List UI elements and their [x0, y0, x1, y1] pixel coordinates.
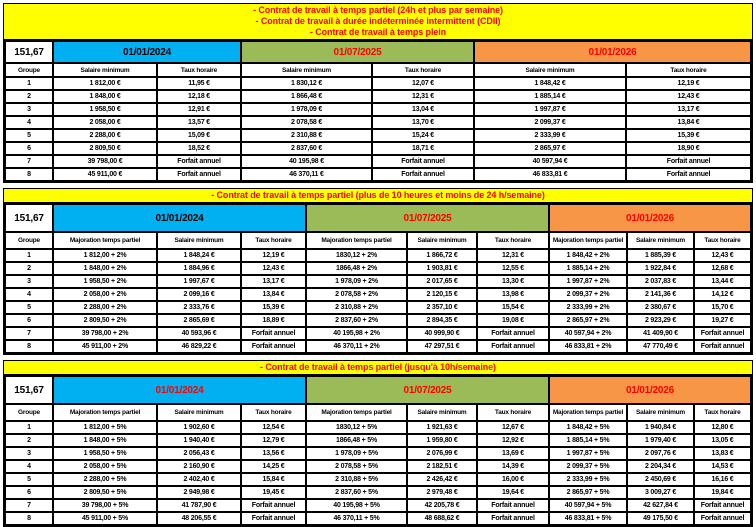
value-cell: 40 195,98 €: [241, 155, 372, 168]
value-cell: 12,79 €: [241, 434, 306, 447]
value-cell: 15,24 €: [372, 129, 474, 142]
value-cell: 12,43 €: [626, 90, 751, 103]
value-cell: 1 979,40 €: [627, 434, 694, 447]
value-cell: 2 099,37 + 5%: [549, 460, 627, 473]
value-cell: 14,25 €: [241, 460, 306, 473]
period-header-row: [5, 376, 751, 404]
contract-table-jusqua-10h: [3, 360, 753, 527]
value-cell: 12,43 €: [694, 249, 751, 262]
column-header: Taux horaire: [694, 404, 751, 421]
group-number-cell: 3: [5, 103, 53, 116]
value-cell: Forfait annuel: [626, 155, 751, 168]
value-cell: 46 370,11 €: [241, 168, 372, 181]
contract-table-temps-plein: [3, 3, 753, 183]
group-number-cell: 5: [5, 129, 53, 142]
value-cell: 2 076,99 €: [407, 447, 477, 460]
column-header: Taux horaire: [694, 232, 751, 249]
value-cell: 15,70 €: [694, 301, 751, 314]
value-cell: 14,12 €: [694, 288, 751, 301]
value-cell: Forfait annuel: [157, 168, 241, 181]
column-header: Majoration temps partiel: [549, 404, 627, 421]
period-header-2026: 01/01/2026: [474, 41, 751, 63]
table-row: [5, 116, 751, 129]
table-row: [5, 77, 751, 90]
column-header-row: [5, 404, 751, 421]
value-cell: 2 809,50 €: [53, 142, 157, 155]
value-cell: 40 195,98 + 2%: [306, 327, 407, 340]
value-cell: 13,69 €: [477, 447, 549, 460]
table-row: [5, 327, 751, 340]
value-cell: 2 426,42 €: [407, 473, 477, 486]
group-number-cell: 3: [5, 447, 53, 460]
value-cell: 2 058,00 + 2%: [53, 288, 157, 301]
group-number-cell: 4: [5, 288, 53, 301]
value-cell: 46 833,81 + 2%: [549, 340, 627, 353]
table-row: [5, 155, 751, 168]
value-cell: 48 206,55 €: [157, 512, 241, 525]
value-cell: 18,71 €: [372, 142, 474, 155]
group-number-cell: 8: [5, 340, 53, 353]
value-cell: 49 175,50 €: [627, 512, 694, 525]
value-cell: 16,16 €: [694, 473, 751, 486]
value-cell: 46 833,81 + 5%: [549, 512, 627, 525]
value-cell: 1 959,80 €: [407, 434, 477, 447]
value-cell: 40 999,90 €: [407, 327, 477, 340]
value-cell: 1 866,72 €: [407, 249, 477, 262]
column-header: Taux horaire: [477, 404, 549, 421]
value-cell: 19,27 €: [694, 314, 751, 327]
value-cell: 12,80 €: [694, 421, 751, 434]
value-cell: 2 310,88 + 2%: [306, 301, 407, 314]
hours-reference-cell: 151,67: [5, 41, 53, 63]
group-number-cell: 4: [5, 116, 53, 129]
value-cell: 1 997,67 €: [157, 275, 241, 288]
value-cell: 2 099,37 €: [474, 116, 626, 129]
value-cell: 1 848,42 €: [474, 77, 626, 90]
value-cell: 2 204,34 €: [627, 460, 694, 473]
value-cell: 2 058,00 + 5%: [53, 460, 157, 473]
value-cell: 47 770,49 €: [627, 340, 694, 353]
value-cell: 1 885,14 + 2%: [549, 262, 627, 275]
value-cell: 18,90 €: [626, 142, 751, 155]
table-row: [5, 168, 751, 181]
table-title-line: - Contrat de travail à temps partiel (plus de 10 heures et moins de 24 h/semaine): [211, 190, 545, 200]
group-number-cell: 1: [5, 421, 53, 434]
value-cell: Forfait annuel: [694, 512, 751, 525]
value-cell: 40 195,98 + 5%: [306, 499, 407, 512]
value-cell: 40 597,94 €: [474, 155, 626, 168]
value-cell: 2 923,29 €: [627, 314, 694, 327]
value-cell: Forfait annuel: [477, 499, 549, 512]
value-cell: Forfait annuel: [241, 327, 306, 340]
column-header-groupe: Groupe: [5, 232, 53, 249]
value-cell: 41 787,90 €: [157, 499, 241, 512]
column-header-groupe: Groupe: [5, 63, 53, 77]
value-cell: 1 978,09 + 2%: [306, 275, 407, 288]
value-cell: 1 978,09 + 5%: [306, 447, 407, 460]
value-cell: 15,84 €: [241, 473, 306, 486]
value-cell: 19,84 €: [694, 486, 751, 499]
value-cell: 12,67 €: [477, 421, 549, 434]
value-cell: 13,84 €: [626, 116, 751, 129]
value-cell: 13,05 €: [694, 434, 751, 447]
value-cell: 1 812,00 + 2%: [53, 249, 157, 262]
value-cell: 40 593,96 €: [157, 327, 241, 340]
value-cell: 12,91 €: [157, 103, 241, 116]
column-header: Majoration temps partiel: [53, 404, 157, 421]
value-cell: 1 885,14 + 5%: [549, 434, 627, 447]
value-cell: Forfait annuel: [694, 499, 751, 512]
table-row: [5, 262, 751, 275]
column-header: Salaire minimum: [157, 404, 241, 421]
column-header: Majoration temps partiel: [53, 232, 157, 249]
value-cell: 1 922,84 €: [627, 262, 694, 275]
table-title-line: - Contrat de travail à durée indéterminée intermittent (CDII): [255, 16, 501, 26]
column-header: Salaire minimum: [407, 232, 477, 249]
group-number-cell: 8: [5, 512, 53, 525]
value-cell: 1 921,63 €: [407, 421, 477, 434]
column-header: Salaire minimum: [53, 63, 157, 77]
value-cell: 48 688,62 €: [407, 512, 477, 525]
group-number-cell: 7: [5, 499, 53, 512]
value-cell: Forfait annuel: [157, 155, 241, 168]
table-title: [4, 189, 752, 203]
column-header: Salaire minimum: [627, 232, 694, 249]
table-row: [5, 249, 751, 262]
value-cell: 15,39 €: [241, 301, 306, 314]
hours-reference-cell: 151,67: [5, 376, 53, 404]
value-cell: 12,55 €: [477, 262, 549, 275]
value-cell: 2 288,00 €: [53, 129, 157, 142]
value-cell: 12,92 €: [477, 434, 549, 447]
value-cell: 2 097,76 €: [627, 447, 694, 460]
value-cell: 12,31 €: [372, 90, 474, 103]
value-cell: 1830,12 + 5%: [306, 421, 407, 434]
value-cell: 2 894,35 €: [407, 314, 477, 327]
group-number-cell: 6: [5, 142, 53, 155]
period-header-row: [5, 204, 751, 232]
value-cell: 2 837,60 €: [241, 142, 372, 155]
value-cell: 2 837,60 + 5%: [306, 486, 407, 499]
table-row: [5, 129, 751, 142]
value-cell: 2 809,50 + 2%: [53, 314, 157, 327]
value-cell: 1 997,87 + 2%: [549, 275, 627, 288]
value-cell: 2 333,99 + 2%: [549, 301, 627, 314]
value-cell: Forfait annuel: [477, 327, 549, 340]
value-cell: 1866,48 + 5%: [306, 434, 407, 447]
value-cell: 19,45 €: [241, 486, 306, 499]
value-cell: 2 949,98 €: [157, 486, 241, 499]
column-header-row: [5, 63, 751, 77]
column-header: Salaire minimum: [157, 232, 241, 249]
table-row: [5, 90, 751, 103]
value-cell: 12,54 €: [241, 421, 306, 434]
value-cell: 14,53 €: [694, 460, 751, 473]
period-header-2025: 01/07/2025: [306, 204, 549, 232]
value-cell: 19,08 €: [477, 314, 549, 327]
group-number-cell: 3: [5, 275, 53, 288]
value-cell: 45 911,00 + 5%: [53, 512, 157, 525]
value-cell: 1 848,00 + 2%: [53, 262, 157, 275]
value-cell: 12,07 €: [372, 77, 474, 90]
value-cell: 42 205,78 €: [407, 499, 477, 512]
column-header: Taux horaire: [626, 63, 751, 77]
value-cell: 2 865,97 + 5%: [549, 486, 627, 499]
value-cell: 13,17 €: [241, 275, 306, 288]
value-cell: 2 099,37 + 2%: [549, 288, 627, 301]
value-cell: 39 798,00 + 5%: [53, 499, 157, 512]
value-cell: 13,56 €: [241, 447, 306, 460]
table-row: [5, 512, 751, 525]
value-cell: 15,54 €: [477, 301, 549, 314]
value-cell: 1 830,12 €: [241, 77, 372, 90]
value-cell: 41 409,90 €: [627, 327, 694, 340]
table-row: [5, 460, 751, 473]
value-cell: 2 037,83 €: [627, 275, 694, 288]
group-number-cell: 2: [5, 262, 53, 275]
value-cell: 45 911,00 + 2%: [53, 340, 157, 353]
value-cell: 13,17 €: [626, 103, 751, 116]
table-title: [4, 361, 752, 375]
value-cell: 40 597,94 + 5%: [549, 499, 627, 512]
table-row: [5, 142, 751, 155]
value-cell: 1 812,00 + 5%: [53, 421, 157, 434]
value-cell: 1 997,87 + 5%: [549, 447, 627, 460]
value-cell: 2 120,15 €: [407, 288, 477, 301]
value-cell: 16,00 €: [477, 473, 549, 486]
value-cell: 19,64 €: [477, 486, 549, 499]
period-header-2025: 01/07/2025: [241, 41, 474, 63]
table-title-line: - Contrat de travail à temps plein: [309, 27, 447, 37]
value-cell: 42 627,84 €: [627, 499, 694, 512]
value-cell: 2 809,50 + 5%: [53, 486, 157, 499]
value-cell: 3 009,27 €: [627, 486, 694, 499]
table-row: [5, 301, 751, 314]
salary-table-temps-plein: [4, 40, 752, 182]
column-header: Majoration temps partiel: [306, 404, 407, 421]
value-cell: 12,19 €: [626, 77, 751, 90]
value-cell: 2 078,58 €: [241, 116, 372, 129]
value-cell: 1 997,87 €: [474, 103, 626, 116]
value-cell: 2 837,60 + 2%: [306, 314, 407, 327]
period-header-2026: 01/01/2026: [549, 376, 751, 404]
value-cell: 2 865,97 + 2%: [549, 314, 627, 327]
value-cell: 1 884,96 €: [157, 262, 241, 275]
value-cell: 18,52 €: [157, 142, 241, 155]
group-number-cell: 4: [5, 460, 53, 473]
value-cell: 12,19 €: [241, 249, 306, 262]
value-cell: 13,04 €: [372, 103, 474, 116]
table-row: [5, 499, 751, 512]
value-cell: 2 182,51 €: [407, 460, 477, 473]
value-cell: Forfait annuel: [477, 512, 549, 525]
value-cell: 2 160,90 €: [157, 460, 241, 473]
column-header: Taux horaire: [372, 63, 474, 77]
value-cell: Forfait annuel: [241, 499, 306, 512]
value-cell: 2 078,58 + 5%: [306, 460, 407, 473]
period-header-2024: 01/01/2024: [53, 41, 241, 63]
value-cell: 46 370,11 + 2%: [306, 340, 407, 353]
value-cell: 12,18 €: [157, 90, 241, 103]
value-cell: 2 078,58 + 2%: [306, 288, 407, 301]
table-title-line: - Contrat de travail à temps partiel (24h et plus par semaine): [253, 5, 503, 15]
value-cell: 1 958,50 €: [53, 103, 157, 116]
value-cell: 2 333,76 €: [157, 301, 241, 314]
period-header-2024: 01/01/2024: [53, 376, 306, 404]
table-row: [5, 275, 751, 288]
value-cell: 2 333,99 + 5%: [549, 473, 627, 486]
value-cell: 2 058,00 €: [53, 116, 157, 129]
value-cell: 39 798,00 €: [53, 155, 157, 168]
value-cell: 13,84 €: [241, 288, 306, 301]
column-header-groupe: Groupe: [5, 404, 53, 421]
value-cell: 45 911,00 €: [53, 168, 157, 181]
value-cell: 1 848,42 + 2%: [549, 249, 627, 262]
value-cell: 11,95 €: [157, 77, 241, 90]
value-cell: 1 885,39 €: [627, 249, 694, 262]
period-header-2024: 01/01/2024: [53, 204, 306, 232]
value-cell: 2 141,36 €: [627, 288, 694, 301]
table-row: [5, 314, 751, 327]
hours-reference-cell: 151,67: [5, 204, 53, 232]
value-cell: 2 056,43 €: [157, 447, 241, 460]
value-cell: 2 865,97 €: [474, 142, 626, 155]
value-cell: 12,43 €: [241, 262, 306, 275]
value-cell: 2 402,40 €: [157, 473, 241, 486]
value-cell: 1 940,84 €: [627, 421, 694, 434]
value-cell: 1 902,60 €: [157, 421, 241, 434]
value-cell: 15,39 €: [626, 129, 751, 142]
value-cell: 39 798,00 + 2%: [53, 327, 157, 340]
column-header: Salaire minimum: [407, 404, 477, 421]
group-number-cell: 6: [5, 314, 53, 327]
value-cell: 2 380,67 €: [627, 301, 694, 314]
value-cell: 1 812,00 €: [53, 77, 157, 90]
table-row: [5, 340, 751, 353]
period-header-2025: 01/07/2025: [306, 376, 549, 404]
value-cell: Forfait annuel: [372, 168, 474, 181]
column-header: Majoration temps partiel: [306, 232, 407, 249]
value-cell: 13,30 €: [477, 275, 549, 288]
value-cell: 46 833,81 €: [474, 168, 626, 181]
group-number-cell: 8: [5, 168, 53, 181]
value-cell: 1 848,42 + 5%: [549, 421, 627, 434]
value-cell: 46 370,11 + 5%: [306, 512, 407, 525]
table-title: [4, 4, 752, 40]
value-cell: 13,57 €: [157, 116, 241, 129]
value-cell: 2 357,10 €: [407, 301, 477, 314]
period-header-row: [5, 41, 751, 63]
value-cell: 15,09 €: [157, 129, 241, 142]
value-cell: 1 848,00 €: [53, 90, 157, 103]
table-row: [5, 421, 751, 434]
value-cell: 12,68 €: [694, 262, 751, 275]
table-row: [5, 473, 751, 486]
period-header-2026: 01/01/2026: [549, 204, 751, 232]
column-header: Salaire minimum: [474, 63, 626, 77]
value-cell: 1 958,50 + 5%: [53, 447, 157, 460]
value-cell: 1866,48 + 2%: [306, 262, 407, 275]
value-cell: 46 829,22 €: [157, 340, 241, 353]
value-cell: Forfait annuel: [241, 512, 306, 525]
value-cell: 1 958,50 + 2%: [53, 275, 157, 288]
value-cell: 40 597,94 + 2%: [549, 327, 627, 340]
value-cell: 13,83 €: [694, 447, 751, 460]
column-header: Taux horaire: [157, 63, 241, 77]
value-cell: 1 848,24 €: [157, 249, 241, 262]
value-cell: 2 310,88 €: [241, 129, 372, 142]
group-number-cell: 5: [5, 301, 53, 314]
salary-table-10-24h: [4, 203, 752, 354]
value-cell: 14,39 €: [477, 460, 549, 473]
value-cell: 1 885,14 €: [474, 90, 626, 103]
group-number-cell: 5: [5, 473, 53, 486]
column-header: Taux horaire: [477, 232, 549, 249]
value-cell: 12,31 €: [477, 249, 549, 262]
contract-table-10-24h: [3, 188, 753, 355]
column-header: Taux horaire: [241, 232, 306, 249]
value-cell: 2 333,99 €: [474, 129, 626, 142]
value-cell: 13,44 €: [694, 275, 751, 288]
value-cell: 2 310,88 + 5%: [306, 473, 407, 486]
value-cell: Forfait annuel: [241, 340, 306, 353]
value-cell: 13,70 €: [372, 116, 474, 129]
column-header: Salaire minimum: [627, 404, 694, 421]
value-cell: 2 979,48 €: [407, 486, 477, 499]
table-row: [5, 447, 751, 460]
column-header: Taux horaire: [241, 404, 306, 421]
table-row: [5, 103, 751, 116]
table-row: [5, 288, 751, 301]
value-cell: 1 940,40 €: [157, 434, 241, 447]
value-cell: 2 288,00 + 2%: [53, 301, 157, 314]
value-cell: 2 450,69 €: [627, 473, 694, 486]
value-cell: Forfait annuel: [372, 155, 474, 168]
value-cell: Forfait annuel: [477, 340, 549, 353]
value-cell: Forfait annuel: [626, 168, 751, 181]
group-number-cell: 1: [5, 77, 53, 90]
group-number-cell: 7: [5, 155, 53, 168]
table-row: [5, 434, 751, 447]
table-row: [5, 486, 751, 499]
table-title-line: - Contrat de travail à temps partiel (jusqu'à 10h/semaine): [260, 362, 496, 372]
value-cell: 1830,12 + 2%: [306, 249, 407, 262]
value-cell: 1 978,09 €: [241, 103, 372, 116]
value-cell: 2 288,00 + 5%: [53, 473, 157, 486]
value-cell: 1 903,81 €: [407, 262, 477, 275]
value-cell: 2 017,65 €: [407, 275, 477, 288]
salary-table-jusqua-10h: [4, 375, 752, 526]
group-number-cell: 2: [5, 434, 53, 447]
group-number-cell: 7: [5, 327, 53, 340]
column-header-row: [5, 232, 751, 249]
value-cell: 13,98 €: [477, 288, 549, 301]
value-cell: 2 099,16 €: [157, 288, 241, 301]
value-cell: Forfait annuel: [694, 340, 751, 353]
value-cell: Forfait annuel: [694, 327, 751, 340]
value-cell: 1 848,00 + 5%: [53, 434, 157, 447]
column-header: Salaire minimum: [241, 63, 372, 77]
column-header: Majoration temps partiel: [549, 232, 627, 249]
value-cell: 2 865,69 €: [157, 314, 241, 327]
value-cell: 1 866,48 €: [241, 90, 372, 103]
value-cell: 47 297,51 €: [407, 340, 477, 353]
group-number-cell: 2: [5, 90, 53, 103]
value-cell: 18,89 €: [241, 314, 306, 327]
group-number-cell: 1: [5, 249, 53, 262]
group-number-cell: 6: [5, 486, 53, 499]
